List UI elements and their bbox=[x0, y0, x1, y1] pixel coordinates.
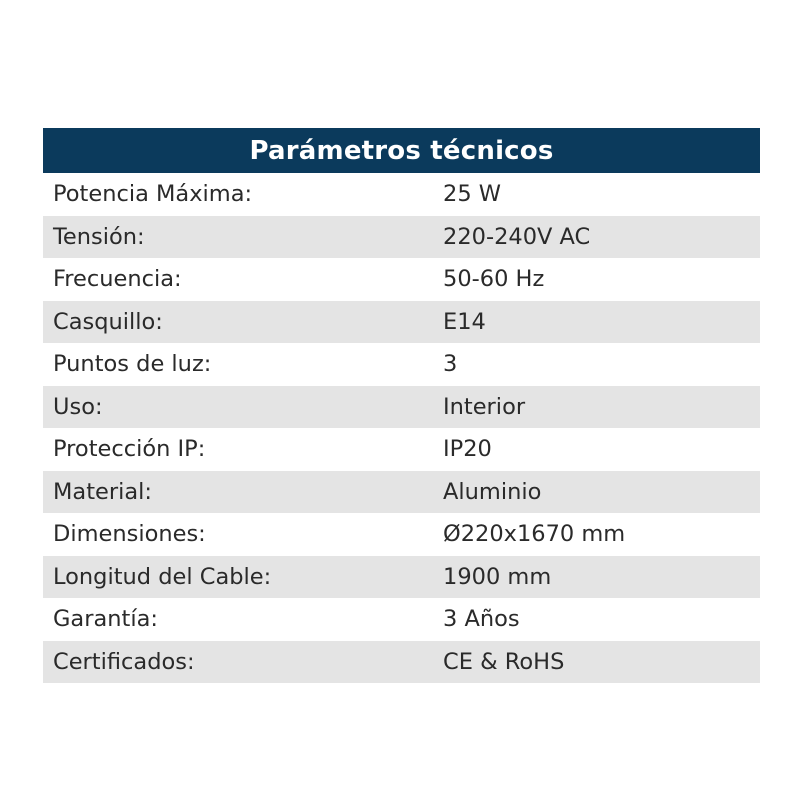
row-label: Protección IP: bbox=[53, 436, 206, 463]
table-row bbox=[43, 301, 760, 344]
table-title: Parámetros técnicos bbox=[43, 128, 760, 173]
row-value: CE & RoHS bbox=[443, 648, 565, 675]
row-label: Puntos de luz: bbox=[53, 351, 212, 378]
row-value: 25 W bbox=[443, 181, 502, 208]
row-label: Potencia Máxima: bbox=[53, 181, 253, 208]
row-value: Ø220x1670 mm bbox=[443, 521, 626, 548]
row-value: 220-240V AC bbox=[443, 223, 591, 250]
row-label: Uso: bbox=[53, 393, 103, 420]
table-row bbox=[43, 598, 760, 641]
table-row bbox=[43, 343, 760, 386]
row-value: 3 bbox=[443, 351, 458, 378]
row-label: Longitud del Cable: bbox=[53, 563, 272, 590]
row-label: Dimensiones: bbox=[53, 521, 206, 548]
row-label: Garantía: bbox=[53, 606, 158, 633]
table-row bbox=[43, 471, 760, 514]
row-value: Interior bbox=[443, 393, 526, 420]
table-row bbox=[43, 258, 760, 301]
row-label: Frecuencia: bbox=[53, 266, 182, 293]
table-body bbox=[43, 173, 760, 683]
table-row bbox=[43, 641, 760, 684]
table-row bbox=[43, 173, 760, 216]
table-row bbox=[43, 513, 760, 556]
row-label: Tensión: bbox=[53, 223, 145, 250]
table-row bbox=[43, 428, 760, 471]
row-value: Aluminio bbox=[443, 478, 542, 505]
row-label: Casquillo: bbox=[53, 308, 163, 335]
row-value: E14 bbox=[443, 308, 486, 335]
row-value: IP20 bbox=[443, 436, 492, 463]
table-row bbox=[43, 386, 760, 429]
table-row bbox=[43, 216, 760, 259]
row-value: 1900 mm bbox=[443, 563, 552, 590]
row-value: 50-60 Hz bbox=[443, 266, 545, 293]
row-value: 3 Años bbox=[443, 606, 520, 633]
table-row bbox=[43, 556, 760, 599]
spec-table bbox=[43, 128, 760, 683]
row-label: Certificados: bbox=[53, 648, 195, 675]
row-label: Material: bbox=[53, 478, 152, 505]
